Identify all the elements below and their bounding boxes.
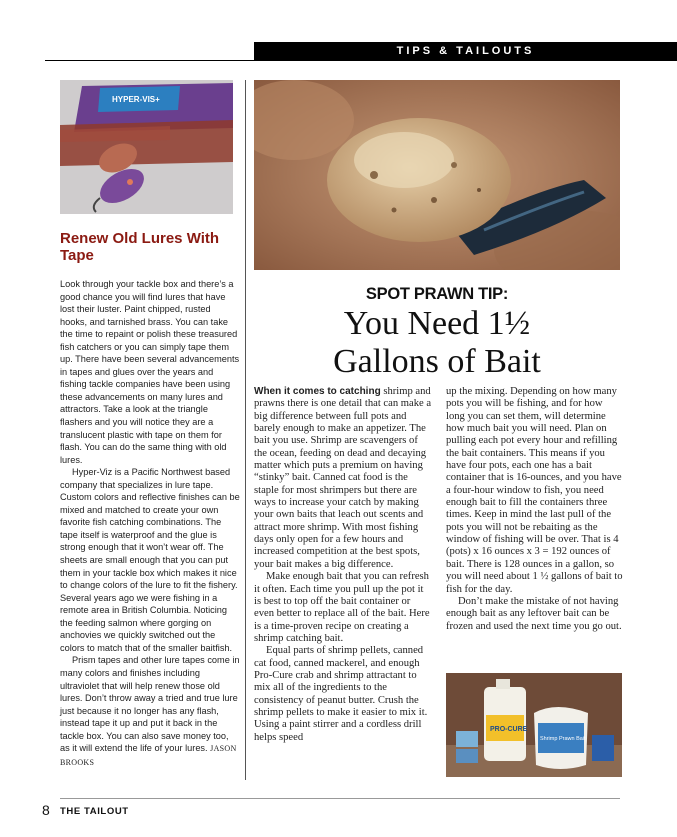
article-paragraph <box>254 386 432 571</box>
left-paragraph: Look through your tackle box and there’s a good chance you will find lures that have lost their luster. Paint chipped, rusted hooks, and tarnished brass. You can take the time to repaint or polish these treasured fish catchers or you can simply tape them up. There have been several advancements in tapes and glues over the years and fishing tackle companies have been using these advancements on many lures and attractors. Take a look at the triangle flashers and you will notice they are a translucent plastic with tape on them for flash. You can do the same thing with old lures. <box>60 279 240 465</box>
section-title: TIPS & TAILOUTS <box>396 45 535 57</box>
tape-brand-label: HYPER-VIS+ <box>112 95 160 104</box>
article-paragraph-text: shrimp and prawns there is one detail that can make a big difference between full pots and barely enough to make an appetizer. The bait you use. Shrimp are scavengers of the ocean, feeding on dead and decaying matter which puts a premium on having “stinky” bait. Canned cat food is the staple for most shrimpers but there are ways to increase your catch by making your own baits that leach out scents and attract more shrimp. With most fishing days only open for a few hours and increased competition at the best spots, your bait makes a big difference. <box>254 386 432 570</box>
article-column-1 <box>254 386 432 744</box>
headline-line-1: You Need 1½ <box>343 305 531 342</box>
left-article-title: Renew Old Lures With Tape <box>60 230 220 264</box>
article-paragraph: up the mixing. Depending on how many pots you will be fishing, and for how long you can set them, will determine how much bait you will need. Plan on pulling each pot every hour and refilling the bait containers. This means if you have four pots, each one has a bait container that is 16-ounces, and you have a four-hour window to fish, you need enough bait to fill the containers three times. Keep in mind the last pull of the pots you will not be rebaiting as the window of fishing will be over. That is 4 (pots) x 16 ounces x 3 = 192 ounces of bait. There is 128 ounces in a gallon, so you will need about 1 ½ gallons of bait to fish for the day. <box>446 386 623 595</box>
left-paragraph: Hyper-Viz is a Pacific Northwest based company that specializes in lure tape. Custom colors and reflective finishes can be mixed and matched to create your own favorite fish catching combinations. The tape itself is waterproof and the glue is strong enough that it won’t wear off. The sheets are small enough that you can put them in your tackle box which makes it nice to change colors of the lure to fit the fishery. Several years ago we were fishing in a remote area in British Columbia. Noticing the feeding salmon where gorging on anchovies we quickly switched out the colors to match that of the smaller baitfish. <box>60 467 240 653</box>
footer-rule <box>60 798 620 799</box>
lure-tape-photo <box>60 80 233 214</box>
left-article-body <box>60 278 240 769</box>
publication-name: THE TAILOUT <box>60 806 129 817</box>
bait-mix-photo <box>254 80 620 270</box>
section-header-bar <box>254 42 677 60</box>
headline-line-2: Gallons of Bait <box>333 343 541 380</box>
article-paragraph: Don’t make the mistake of not having enough bait as any leftover bait can be frozen and used the next time you go out. <box>446 595 622 632</box>
column-divider <box>245 80 246 780</box>
lead-in: When it comes to catching <box>254 386 381 397</box>
article-paragraph: Make enough bait that you can refresh it often. Each time you pull up the pot it is best to top off the bait container or even better to replace all of the bait. Here is a time-proven recipe on creating a shrimp catching bait. <box>254 571 430 644</box>
article-kicker: SPOT PRAWN TIP: <box>365 285 509 303</box>
article-paragraph: Equal parts of shrimp pellets, canned cat food, canned mackerel, and enough Pro-Cure crab and shrimp attractant to mix all of the ingredients to the consistency of peanut butter. Crush the shrimp pellets to make it easier to mix it. Using a paint stirrer and a cordless drill helps speed <box>254 645 428 743</box>
article-column-2 <box>446 386 624 633</box>
product-label-procure: PRO-CURE <box>490 726 528 733</box>
bait-products-photo <box>446 673 622 777</box>
article-headline <box>254 305 620 381</box>
left-paragraph <box>60 654 240 769</box>
left-paragraph-text: Prism tapes and other lure tapes come in many colors and finishes including ultraviolet that will help renew those old lures. Don’t throw away a tried and true lure just because it no longer has any flash, instead tape it up and put it back in the tackle box. You can also save money too, as it will extend the life of your lures. <box>60 655 240 754</box>
top-rule <box>45 60 677 61</box>
page-number: 8 <box>42 802 50 818</box>
byline: JASON BROOKS <box>60 744 237 767</box>
product-label-bait: Shrimp Prawn Bait <box>540 736 586 742</box>
